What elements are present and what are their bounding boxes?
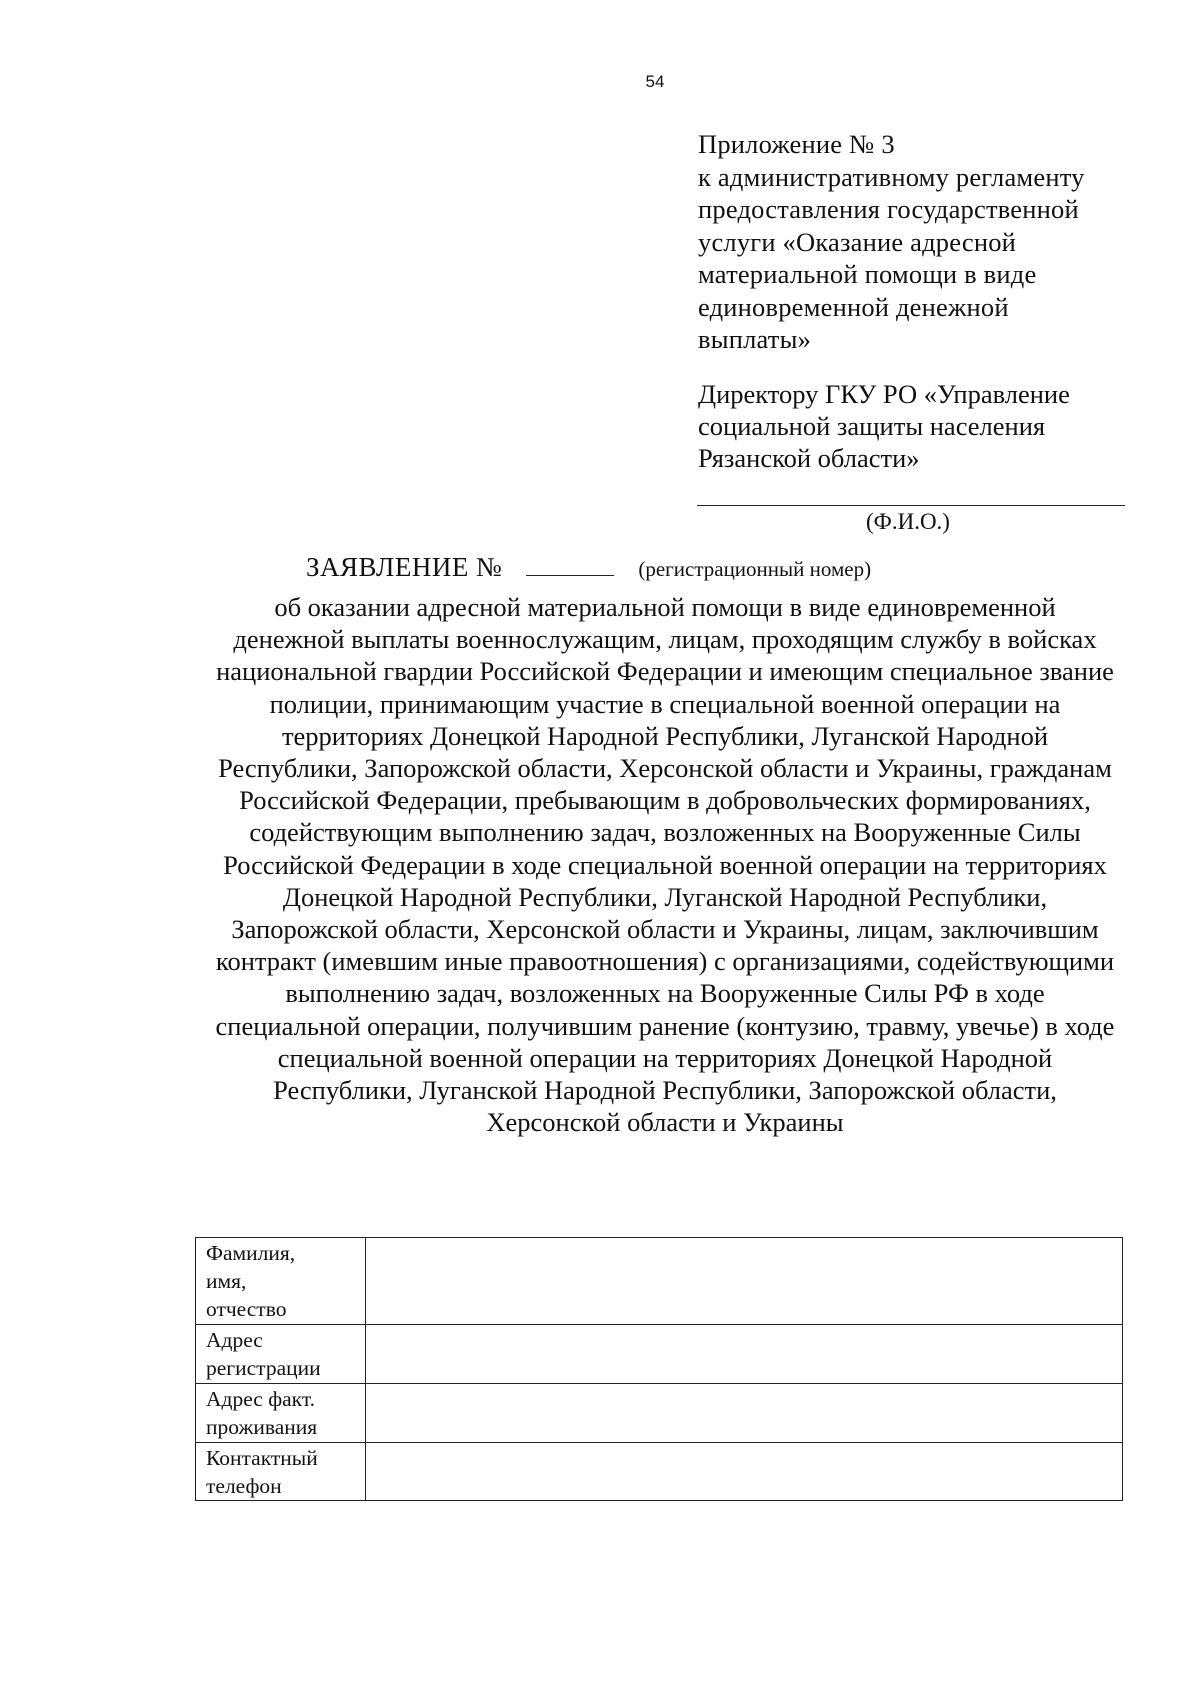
actual-address-field[interactable] — [366, 1384, 1123, 1443]
subject-line: Запорожской области, Херсонской области и Украины, лицам, заключившим — [231, 914, 1099, 945]
subject-line: содействующим выполнению задач, возложенных на Вооруженные Силы — [249, 817, 1081, 848]
full-name-field[interactable] — [366, 1238, 1123, 1325]
subject-line: Донецкой Народной Республики, Луганской Народной Республики, — [282, 881, 1048, 912]
addressee-line: Рязанской области» — [698, 443, 920, 473]
registration-number-hint: (регистрационный номер) — [638, 557, 872, 581]
statement-heading — [306, 552, 871, 583]
row-label: регистрации — [206, 1356, 321, 1380]
row-label: проживания — [206, 1415, 318, 1439]
subject-line: специальной военной операции на территориях Донецкой Народной — [277, 1042, 1053, 1073]
addressee-line: Директору ГКУ РО «Управление — [698, 379, 1070, 409]
appendix-line: Приложение № 3 — [698, 129, 895, 159]
subject-line: территориях Донецкой Народной Республики, Луганской Народной — [281, 720, 1049, 751]
subject-line: контракт (имевшим иные правоотношения) с организациями, содействующими — [215, 946, 1115, 977]
appendix-block — [698, 128, 1138, 356]
subject-line: выполнению задач, возложенных на Вооруженные Силы РФ в ходе — [285, 978, 1045, 1009]
addressee-block — [698, 378, 1148, 474]
row-label: имя, — [206, 1269, 247, 1293]
subject-line: Российской Федерации в ходе специальной военной операции на территориях — [223, 849, 1107, 880]
subject-line: национальной гвардии Российской Федерации и имеющим специальное звание — [216, 656, 1114, 687]
page-number: 54 — [645, 72, 665, 91]
actual-address-label-cell — [196, 1384, 366, 1443]
row-label: телефон — [206, 1474, 282, 1498]
subject-line: специальной операции, получившим ранение (контузию, травму, увечье) в ходе — [215, 1010, 1115, 1041]
applicant-info-table — [195, 1237, 1123, 1501]
appendix-line: предоставления государственной — [698, 194, 1079, 224]
table-row — [196, 1384, 1123, 1443]
subject-line: Республики, Луганской Народной Республики, Запорожской области, — [273, 1075, 1057, 1106]
row-label: Адрес — [206, 1328, 263, 1352]
row-label: отчество — [206, 1297, 287, 1321]
appendix-line: выплаты» — [698, 324, 812, 354]
addressee-line: социальной защиты населения — [698, 411, 1046, 441]
fio-signature-line[interactable] — [697, 505, 1125, 506]
appendix-line: материальной помощи в виде — [698, 259, 1037, 289]
subject-line: денежной выплаты военнослужащим, лицам, проходящим службу в войсках — [233, 624, 1097, 655]
subject-line: полиции, принимающим участие в специальной военной операции на — [269, 688, 1061, 719]
statement-title: ЗАЯВЛЕНИЕ № — [306, 552, 503, 582]
appendix-line: услуги «Оказание адресной — [698, 226, 1017, 257]
table-row — [196, 1443, 1123, 1501]
subject-line: об оказании адресной материальной помощи в виде единовременной — [274, 592, 1056, 622]
appendix-line: к административному регламенту — [698, 161, 1085, 192]
registration-number-blank[interactable] — [526, 557, 614, 576]
full-name-label-cell — [196, 1238, 366, 1325]
contact-phone-label-cell — [196, 1443, 366, 1501]
registration-address-label-cell — [196, 1325, 366, 1384]
table-row — [196, 1238, 1123, 1325]
statement-subject — [170, 591, 1160, 1138]
subject-line: Российской Федерации, пребывающим в добровольческих формированиях, — [239, 785, 1091, 816]
table-row — [196, 1325, 1123, 1384]
registration-address-field[interactable] — [366, 1325, 1123, 1384]
row-label: Фамилия, — [206, 1241, 296, 1265]
appendix-line: единовременной денежной — [698, 291, 1009, 322]
fio-caption: (Ф.И.О.) — [866, 509, 950, 534]
subject-line: Республики, Запорожской области, Херсонской области и Украины, гражданам — [218, 753, 1112, 784]
row-label: Контактный — [206, 1446, 318, 1470]
subject-line: Херсонской области и Украины — [486, 1107, 844, 1138]
contact-phone-field[interactable] — [366, 1443, 1123, 1501]
row-label: Адрес факт. — [206, 1387, 316, 1411]
